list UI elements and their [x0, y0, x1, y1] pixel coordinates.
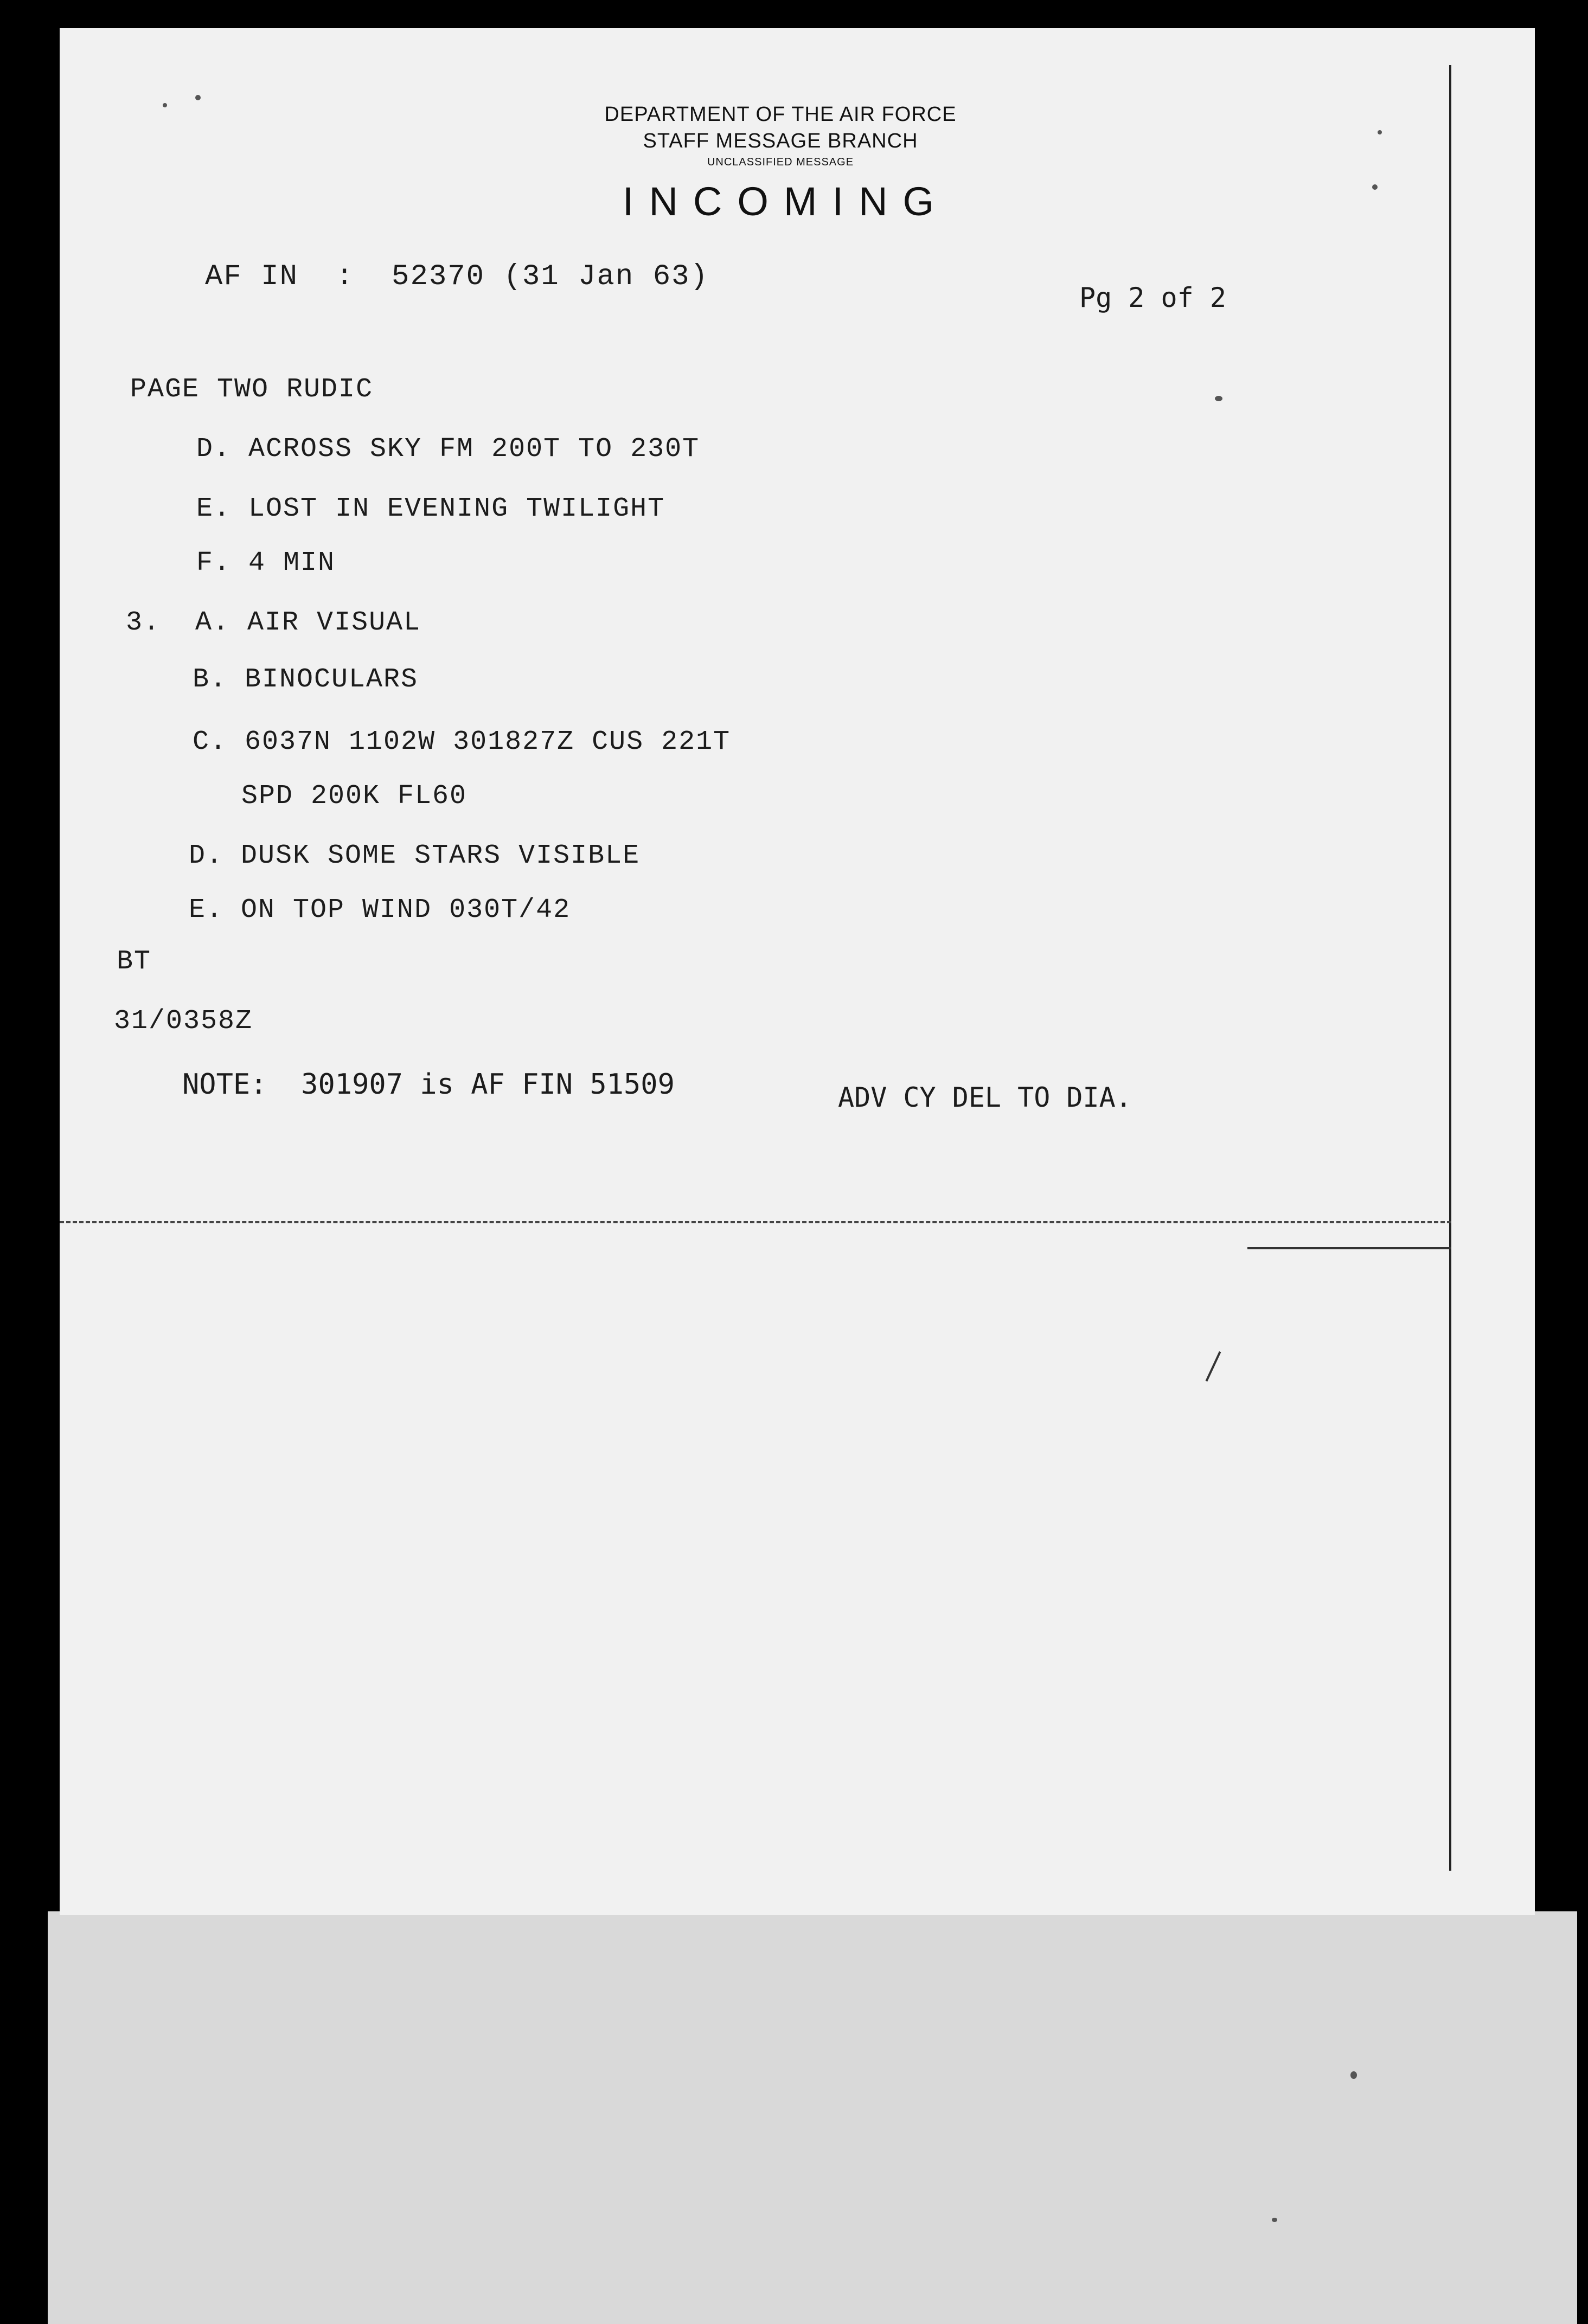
- scan-speck: [163, 103, 167, 107]
- body-line-e2: E. ON TOP WIND 030T/42: [189, 895, 571, 926]
- page-heading: PAGE TWO RUDIC: [130, 374, 374, 405]
- scan-speck: [1350, 2071, 1357, 2079]
- tear-line: [60, 1221, 1451, 1223]
- body-line-3a: 3. A. AIR VISUAL: [126, 607, 421, 638]
- af-in-reference: AF IN : 52370 (31 Jan 63): [205, 260, 709, 293]
- body-line-c: C. 6037N 1102W 301827Z CUS 221T: [193, 727, 731, 757]
- body-line-b: B. BINOCULARS: [193, 664, 419, 695]
- classification-label: UNCLASSIFIED MESSAGE: [707, 156, 854, 168]
- scan-speck: [1372, 184, 1378, 190]
- bt-marker: BT: [117, 946, 152, 977]
- distribution-note: ADV CY DEL TO DIA.: [838, 1082, 1132, 1113]
- message-header: [0, 103, 1588, 224]
- scan-speck: [1272, 2218, 1277, 2222]
- body-line-d2: D. DUSK SOME STARS VISIBLE: [189, 840, 641, 871]
- scan-speck: [1215, 396, 1222, 401]
- tear-line-right: [1247, 1247, 1451, 1249]
- body-line-d1: D. ACROSS SKY FM 200T TO 230T: [196, 434, 700, 465]
- body-line-c-cont: SPD 200K FL60: [241, 781, 468, 812]
- right-margin-rule: [1449, 65, 1451, 1871]
- message-title: INCOMING: [622, 179, 950, 224]
- body-line-e1: E. LOST IN EVENING TWILIGHT: [196, 493, 665, 524]
- scan-speck: [195, 95, 201, 100]
- page-number: Pg 2 of 2: [1079, 282, 1226, 313]
- branch-label: STAFF MESSAGE BRANCH: [643, 130, 918, 152]
- dtg: 31/0358Z: [114, 1006, 253, 1037]
- lower-blank-area: [48, 1911, 1577, 2324]
- department-label: DEPARTMENT OF THE AIR FORCE: [604, 103, 957, 126]
- note-line: NOTE: 301907 is AF FIN 51509: [182, 1068, 675, 1101]
- body-line-f1: F. 4 MIN: [196, 548, 336, 579]
- scan-speck: [1378, 130, 1382, 134]
- message-sheet: [60, 28, 1535, 1915]
